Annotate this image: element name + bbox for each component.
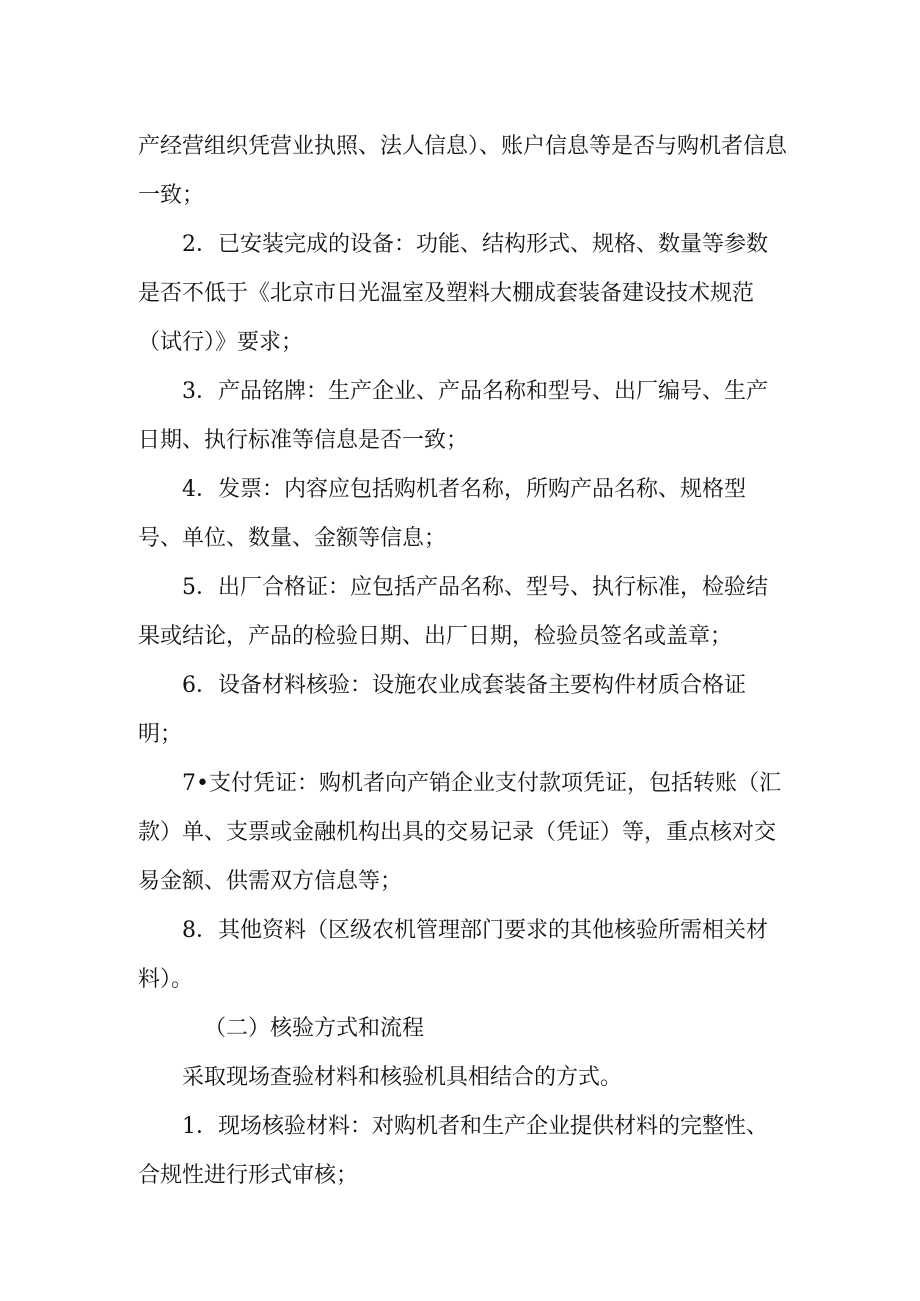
paragraph-continuation: 产经营组织凭营业执照、法人信息）、账户信息等是否与购机者信息一致； — [138, 134, 788, 208]
list-item-2: 2．已安装完成的设备：功能、结构形式、规格、数量等参数是否不低于《北京市日光温室及塑料大棚成套装备建设技术规范（试行）》要求； — [138, 232, 768, 355]
section-heading: （二）核验方式和流程 — [204, 1016, 425, 1041]
list-item-3: 3．产品铭牌：生产企业、产品名称和型号、出厂编号、生产日期、执行标准等信息是否一致； — [138, 379, 768, 453]
list-item-7: 7•支付凭证：购机者向产销企业支付款项凭证，包括转账（汇款）单、支票或金融机构出具的交易记录（凭证）等，重点核对交易金额、供需双方信息等； — [138, 771, 781, 894]
list-item-4: 4．发票：内容应包括购机者名称，所购产品名称、规格型号、单位、数量、金额等信息； — [138, 477, 746, 551]
list-item-8: 8．其他资料（区级农机管理部门要求的其他核验所需相关材料）。 — [138, 918, 768, 992]
section-intro: 采取现场查验材料和核验机具相结合的方式。 — [182, 1065, 623, 1090]
document-body — [138, 122, 788, 1200]
list-item-5: 5．出厂合格证：应包括产品名称、型号、执行标准，检验结果或结论，产品的检验日期、出厂日期，检验员签名或盖章； — [138, 575, 768, 649]
list-item-6: 6．设备材料核验：设施农业成套装备主要构件材质合格证明； — [138, 673, 746, 747]
list-item-1: 1．现场核验材料：对购机者和生产企业提供材料的完整性、合规性进行形式审核； — [138, 1114, 768, 1188]
